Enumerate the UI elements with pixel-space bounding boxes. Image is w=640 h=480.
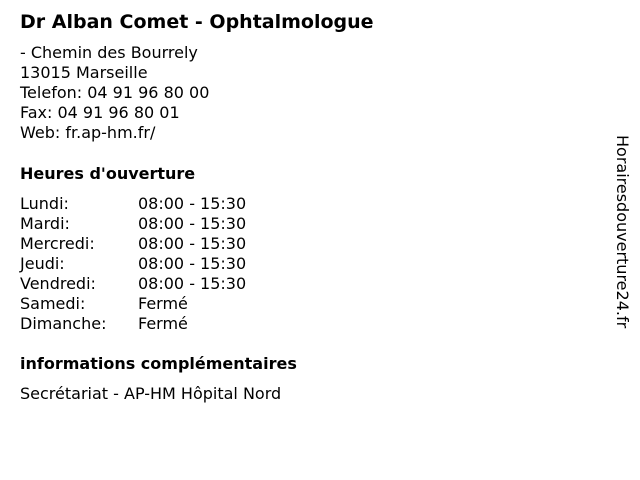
hours-day: Lundi: [20,194,69,213]
hours-time: 08:00 - 15:30 [138,274,247,293]
site-brand-vertical: Horairesdouverture24.fr [613,135,632,329]
hours-time: 08:00 - 15:30 [138,194,247,213]
page-title: Dr Alban Comet - Ophtalmologue [20,11,374,33]
phone-number[interactable]: Telefon: 04 91 96 80 00 [20,83,210,102]
hours-day: Jeudi: [20,254,65,273]
hours-time: Fermé [138,294,188,313]
city-postcode: 13015 Marseille [20,63,148,82]
address-block [20,43,209,143]
hours-day: Mercredi: [20,234,95,253]
hours-day: Mardi: [20,214,70,233]
hours-day: Vendredi: [20,274,96,293]
hours-time: 08:00 - 15:30 [138,254,247,273]
fax-number: Fax: 04 91 96 80 01 [20,103,180,122]
opening-hours-heading: Heures d'ouverture [20,164,196,183]
hours-time: 08:00 - 15:30 [138,214,247,233]
hours-time: 08:00 - 15:30 [138,234,247,253]
website-link[interactable]: Web: fr.ap-hm.fr/ [20,123,156,142]
hours-day: Samedi: [20,294,86,313]
additional-info-text: Secrétariat - AP-HM Hôpital Nord [20,384,282,403]
hours-day: Dimanche: [20,314,107,333]
street-address: - Chemin des Bourrely [20,43,198,62]
additional-info-heading: informations complémentaires [20,354,297,373]
hours-time: Fermé [138,314,188,333]
